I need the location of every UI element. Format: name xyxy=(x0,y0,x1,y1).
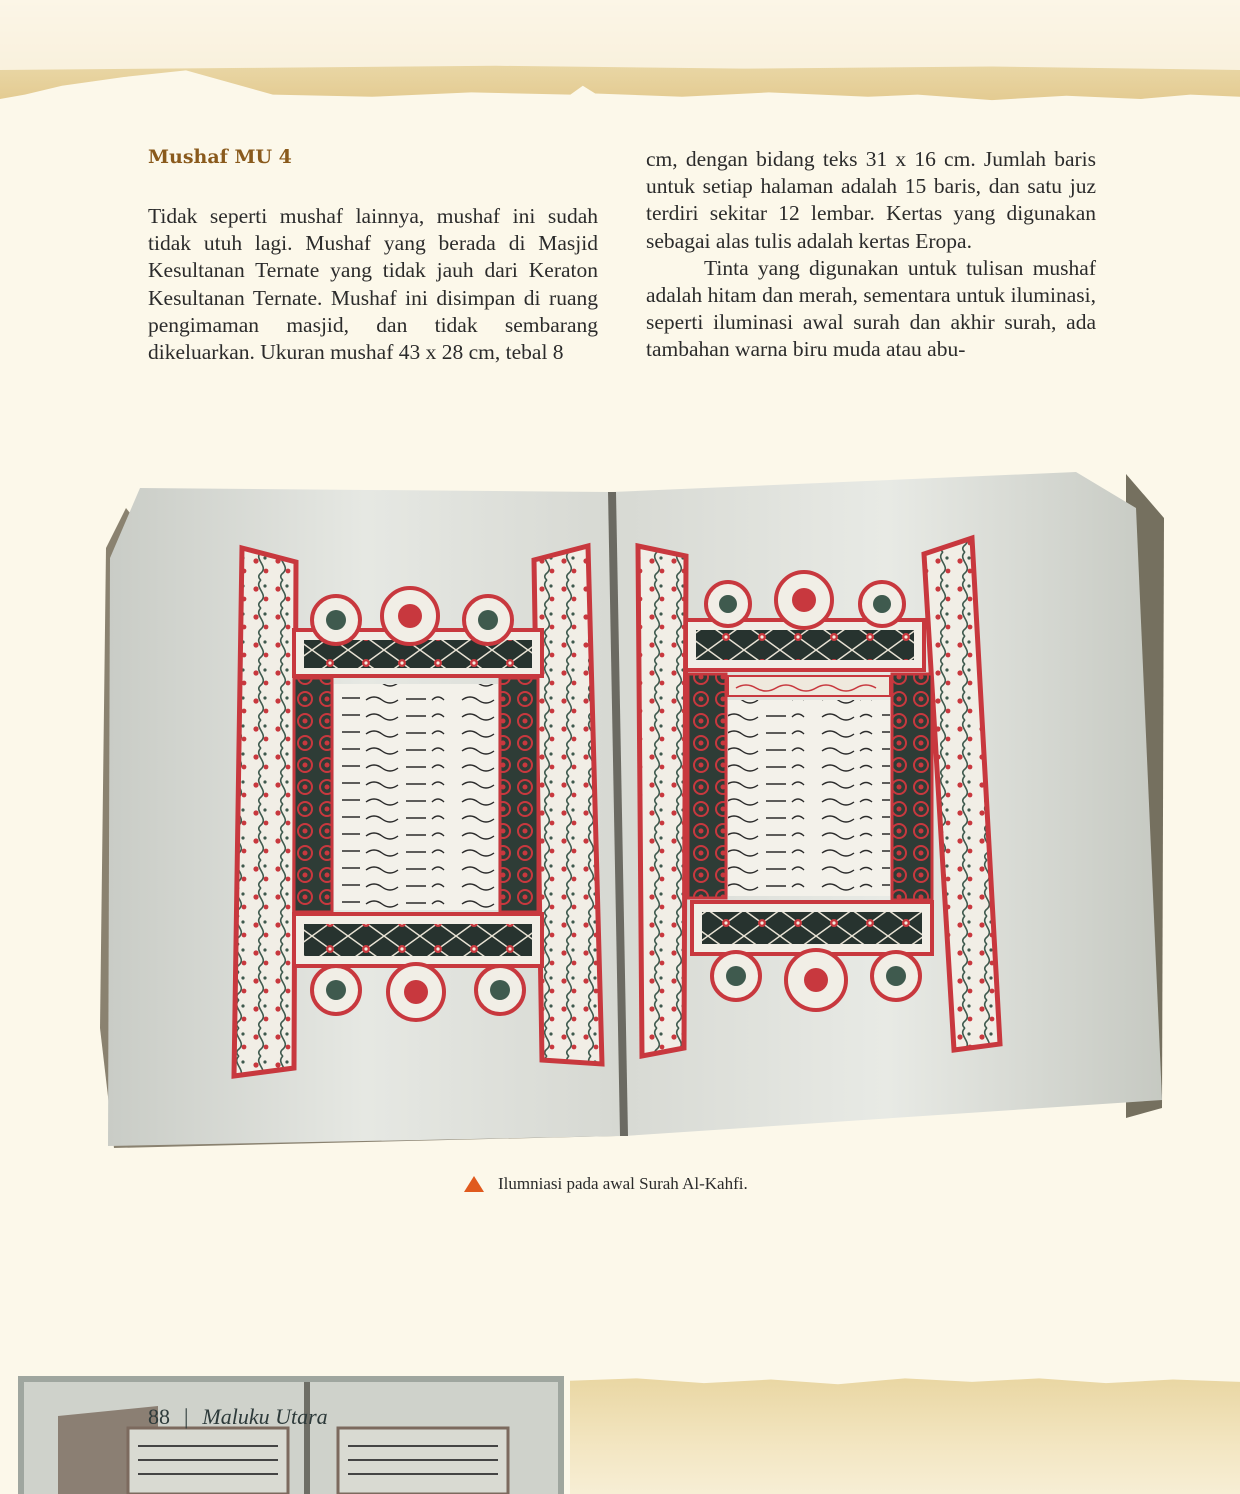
manuscript-photo xyxy=(96,468,1166,1152)
caption-text: Ilumniasi pada awal Surah Al-Kahfi. xyxy=(498,1174,748,1193)
torn-paper-footer xyxy=(570,1376,1240,1494)
page-number: 88 xyxy=(148,1404,170,1429)
body-column-right xyxy=(646,146,1096,364)
footer-separator: | xyxy=(184,1404,189,1429)
paragraph: cm, dengan bidang teks 31 x 16 cm. Jumlah baris untuk setiap halaman adalah 15 baris, dan satu juz terdiri sekitar 12 lembar. Kertas yang digunakan sebagai alas tulis adalah kertas Eropa. xyxy=(646,147,1096,253)
paper-header-shade xyxy=(0,0,1240,70)
page-footer xyxy=(148,1404,328,1430)
caption-marker-icon xyxy=(464,1176,484,1192)
manuscript-thumbnail xyxy=(18,1376,564,1494)
body-column-left xyxy=(148,203,598,366)
figure-caption xyxy=(464,1174,748,1194)
book-title: Maluku Utara xyxy=(202,1404,328,1429)
paragraph: Tidak seperti mushaf lainnya, mushaf ini sudah tidak utuh lagi. Mushaf yang berada di Masjid Kesultanan Ternate yang tidak jauh dari Keraton Kesultanan Ternate. Mushaf ini disimpan di ruang pengimaman masjid, dan tidak sembarang dikeluarkan. Ukuran mushaf 43 x 28 cm, tebal 8 xyxy=(148,204,598,365)
section-heading: Mushaf MU 4 xyxy=(148,146,292,168)
paragraph: Tinta yang digunakan untuk tulisan mushaf adalah hitam dan merah, sementara untuk iluminasi, seperti iluminasi awal surah dan akhir surah, ada tambahan warna biru muda atau abu- xyxy=(646,255,1096,362)
